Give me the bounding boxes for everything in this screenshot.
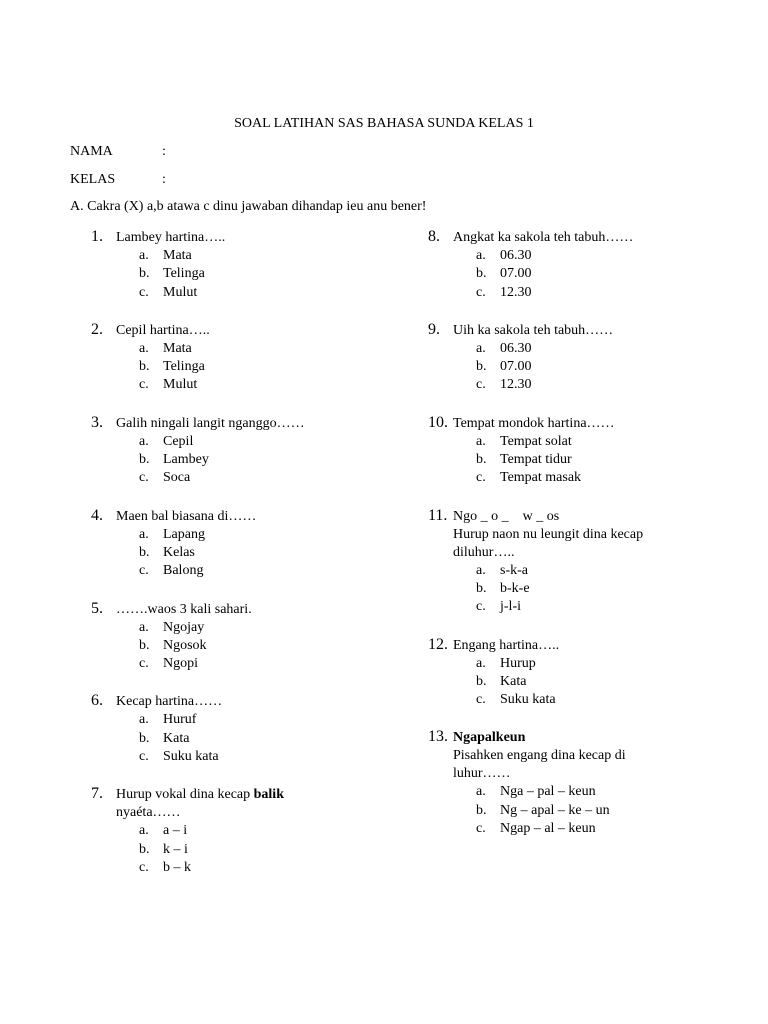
section-instruction: A. Cakra (X) a,b atawa c dinu jawaban dihandap ieu anu bener! [70,199,427,214]
question-number: 11. [428,506,448,524]
question [91,599,391,674]
answer-option: c. Ngopi [139,656,198,672]
question-number: 9. [428,320,440,338]
question [91,413,391,488]
question-text-continued: Hurup naon nu leungit dina kecap [453,526,644,542]
right-question-column [428,227,678,856]
class-field [70,171,166,189]
question [428,727,678,838]
answer-option: a. Tempat solat [476,433,572,449]
question [428,227,678,302]
answer-option: b. Kelas [139,544,195,560]
answer-option: c. Tempat masak [476,470,582,486]
answer-option: c. 12.30 [476,284,532,300]
answer-option: b. Ng – apal – ke – un [476,802,610,818]
question-text: Engang hartina….. [453,637,560,653]
answer-option: a. Mata [139,340,192,356]
answer-option: c. Suku kata [139,749,219,765]
question-number: 13. [428,728,448,746]
answer-option: a. 06.30 [476,248,532,263]
answer-option: c. Balong [139,563,204,579]
question-text: Maen bal biasana di…… [116,508,257,524]
question [428,320,678,395]
answer-option: b. k – i [139,841,188,857]
question-number: 4. [91,506,103,524]
question-number: 1. [91,228,103,245]
question-text: Uih ka sakola teh tabuh…… [453,322,614,338]
answer-option: c. Soca [139,470,191,486]
question-number: 8. [428,228,440,245]
answer-option: b. 07.00 [476,266,532,282]
question-number: 7. [91,785,103,803]
question-text: Lambey hartina….. [116,230,226,245]
answer-option: a. s-k-a [476,562,528,578]
answer-option: c. b – k [139,859,191,875]
question-text: Cepil hartina….. [116,322,210,338]
question [91,227,391,302]
answer-option: a. Huruf [139,712,197,728]
class-label: KELAS [70,172,116,187]
answer-option: a. Ngojay [139,619,205,635]
question-text-continued: luhur…… [453,766,511,782]
answer-option: b. b-k-e [476,580,530,596]
question-text: Pisahken engang dina kecap di [453,748,626,764]
answer-option: c. Suku kata [476,692,556,708]
answer-option: c. Ngap – al – keun [476,821,596,837]
question-text-continued: diluhur….. [453,544,515,560]
answer-option: c. j-l-i [476,599,521,615]
question-text: …….waos 3 kali sahari. [116,601,252,617]
question [91,320,391,395]
answer-option: c. Mulut [139,284,198,300]
answer-option: b. Kata [139,730,190,746]
answer-option: a. Lapang [139,526,205,542]
answer-option: b. Ngosok [139,637,207,653]
question [428,413,678,488]
answer-option: c. Mulut [139,377,198,393]
question-text: Angkat ka sakola teh tabuh…… [453,230,634,245]
answer-option: a. Mata [139,248,192,263]
name-field [70,143,166,161]
answer-option: a. 06.30 [476,340,532,356]
question [428,635,678,710]
question-number: 6. [91,692,103,710]
class-separator: : [162,172,166,187]
question-text: Tempat mondok hartina…… [453,415,615,431]
question [428,506,678,617]
question-text: Kecap hartina…… [116,694,223,710]
name-separator: : [162,144,166,159]
document-title: SOAL LATIHAN SAS BAHASA SUNDA KELAS 1 [234,116,534,131]
question [91,691,391,766]
question-number: 3. [91,413,103,431]
question-number: 12. [428,635,448,653]
answer-option: a. a – i [139,823,188,839]
question [91,784,391,877]
left-question-column [91,227,391,895]
answer-option: b. Telinga [139,359,205,375]
answer-option: a. Hurup [476,655,536,671]
question-number: 10. [428,413,448,431]
question-number: 5. [91,599,103,617]
answer-option: b. Telinga [139,266,205,282]
answer-option: b. 07.00 [476,359,532,375]
answer-option: a. Cepil [139,433,194,449]
answer-option: c. 12.30 [476,377,532,393]
answer-option: b. Lambey [139,452,209,468]
name-label: NAMA [70,144,113,159]
answer-option: b. Kata [476,673,527,689]
question-heading: Ngapalkeun [453,730,526,746]
question-text: Hurup vokal dina kecap balik [116,787,284,803]
question-text: Galih ningali langit nganggo…… [116,415,305,431]
question [91,506,391,581]
answer-option: b. Tempat tidur [476,452,572,468]
question-text: Ngo _ o _ w _ os [453,508,560,524]
question-number: 2. [91,320,103,338]
bold-keyword: balik [253,787,284,803]
question-text-continued: nyaéta…… [116,805,181,821]
answer-option: a. Nga – pal – keun [476,784,596,800]
